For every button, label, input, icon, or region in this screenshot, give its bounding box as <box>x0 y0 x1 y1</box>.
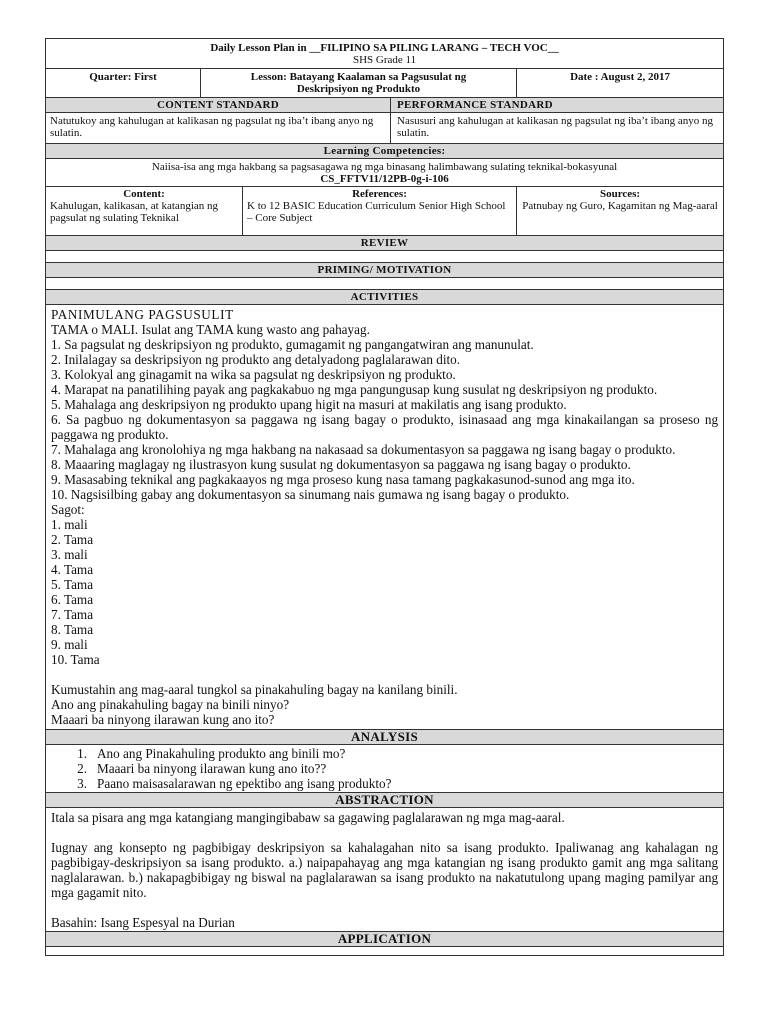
standards-header-row <box>46 98 724 113</box>
activities-instruction: TAMA o MALI. Isulat ang TAMA kung wasto ang pahayag. <box>51 322 370 337</box>
quiz-item: 8. Maaaring maglagay ng ilustrasyon kung susulat ng dokumentasyon sa paggawa ng isang bagay o produkto. <box>51 457 631 472</box>
sources-label: Sources: <box>599 188 641 200</box>
closing-line: Maaari ba ninyong ilarawan kung ano ito? <box>51 712 275 727</box>
activities-section-header: ACTIVITIES <box>46 290 724 305</box>
competency-text: Naiisa-isa ang mga hakbang sa pagsasagawa ng mga binasang halimbawang sulating teknikal-bokasyunal <box>151 161 618 173</box>
content-label: Content: <box>123 188 165 200</box>
priming-section-header: PRIMING/ MOTIVATION <box>46 263 724 278</box>
quiz-item: 2. Inilalagay sa deskripsiyon ng produkto ang detalyadong paglalarawan dito. <box>51 352 461 367</box>
answer-label: Sagot: <box>51 502 85 517</box>
date-cell: Date : August 2, 2017 <box>517 69 724 98</box>
closing-line: Kumustahin ang mag-aaral tungkol sa pinakahuling bagay na kanilang binili. <box>51 682 458 697</box>
lesson-plan-table <box>45 38 724 956</box>
quiz-item: 3. Kolokyal ang ginagamit na wika sa pagsulat ng deskripsiyon ng produkto. <box>51 367 456 382</box>
content-standard-label: CONTENT STANDARD <box>46 98 391 113</box>
lesson-cell: Lesson: Batayang Kaalaman sa Pagsusulat ng Deskripsiyon ng Produkto <box>201 69 517 98</box>
priming-blank <box>46 278 724 290</box>
quarter-cell: Quarter: First <box>46 69 201 98</box>
lesson-plan-page <box>45 38 723 956</box>
info-row <box>46 69 724 98</box>
references-cell <box>243 187 517 236</box>
abstraction-section-header: ABSTRACTION <box>46 793 724 808</box>
analysis-item: 3. Paano maisasalarawan ng epektibo ang isang produkto? <box>77 776 392 791</box>
quiz-item: 7. Mahalaga ang kronolohiya ng mga hakbang na nakasaad sa dokumentasyon sa paggawa ng isang bagay o produkto. <box>51 442 676 457</box>
competencies-text-row <box>46 159 724 187</box>
abstraction-body-row <box>46 808 724 932</box>
spacer <box>51 900 718 915</box>
quiz-item: 5. Mahalaga ang deskripsiyon ng produkto upang higit na masuri at makilatis ang isang produkto. <box>51 397 567 412</box>
grade-level: SHS Grade 11 <box>352 54 417 66</box>
references-text: K to 12 BASIC Education Curriculum Senior High School – Core Subject <box>247 200 506 224</box>
abstraction-paragraph: Iugnay ang konsepto ng pagbibigay deskripsiyon sa kahalagahan nito sa isang produkto. Ipaliwanag ang kahalagan ng pagbibigay-deskripsiyon sa isang produkto. a.) naipapahayag ang mga katangian ng isang produkto gamit ang mga salitang naglalarawan. b.) nakapagbibigay ng biswal na paglalarawan sa isang produkto na nakatutulong upang maging pamilyar ang mga gagamit nito. <box>51 840 719 900</box>
answer-item: 1. mali <box>51 517 88 532</box>
answer-item: 10. Tama <box>51 652 100 667</box>
competencies-cell <box>46 159 724 187</box>
spacer <box>51 825 718 840</box>
answer-item: 7. Tama <box>51 607 94 622</box>
abstraction-paragraph: Itala sa pisara ang mga katangiang mangingibabaw sa gagawing paglalarawan ng mga mag-aaral. <box>51 810 565 825</box>
answer-item: 8. Tama <box>51 622 94 637</box>
quiz-item: 4. Marapat na panatilihing payak ang pagkakabuo ng mga pangungusap kung susulat ng deskripsiyon ng produkto. <box>51 382 658 397</box>
analysis-list <box>51 746 718 791</box>
closing-line: Ano ang pinakahuling bagay na binili ninyo? <box>51 697 290 712</box>
content-standard-text: Natutukoy ang kahulugan at kalikasan ng pagsulat ng iba’t ibang anyo ng sulatin. <box>46 113 391 144</box>
standards-text-row <box>46 113 724 144</box>
analysis-section-header: ANALYSIS <box>46 730 724 745</box>
answer-item: 2. Tama <box>51 532 94 547</box>
application-section-header: APPLICATION <box>46 932 724 947</box>
quiz-item: 9. Masasabing teknikal ang pagkakaayos ng mga proseso kung nasa tamang pagkakasunod-sunod ang mga ito. <box>51 472 635 487</box>
analysis-body-row <box>46 745 724 793</box>
review-section-header: REVIEW <box>46 236 724 251</box>
content-cell <box>46 187 243 236</box>
quiz-item: 10. Nagsisilbing gabay ang dokumentasyon sa sinumang nais gumawa ng isang bagay o produkto. <box>51 487 570 502</box>
sources-text: Patnubay ng Guro, Kagamitan ng Mag-aaral <box>522 200 718 212</box>
content-text: Kahulugan, kalikasan, at katangian ng pagsulat ng sulating Teknikal <box>50 200 219 224</box>
answer-item: 6. Tama <box>51 592 94 607</box>
answer-item: 9. mali <box>51 637 88 652</box>
activities-body <box>46 305 724 730</box>
title-row <box>46 39 724 69</box>
references-row <box>46 187 724 236</box>
learning-competencies-label: Learning Competencies: <box>46 144 724 159</box>
answer-item: 3. mali <box>51 547 88 562</box>
competencies-label-row <box>46 144 724 159</box>
analysis-item: 2. Maaari ba ninyong ilarawan kung ano ito?? <box>77 761 327 776</box>
analysis-body <box>46 745 724 793</box>
answer-item: 5. Tama <box>51 577 94 592</box>
competency-code: CS_FFTV11/12PB-0g-i-106 <box>320 173 449 185</box>
abstraction-body <box>46 808 724 932</box>
sources-cell <box>517 187 724 236</box>
quiz-item: 1. Sa pagsulat ng deskripsiyon ng produkto, gumagamit ng pangangatwiran ang manunulat. <box>51 337 534 352</box>
application-blank <box>46 947 724 956</box>
activities-heading: PANIMULANG PAGSUSULIT <box>51 307 234 322</box>
answer-item: 4. Tama <box>51 562 94 577</box>
analysis-item: 1. Ano ang Pinakahuling produkto ang binili mo? <box>77 746 346 761</box>
performance-standard-text: Nasusuri ang kahulugan at kalikasan ng pagsulat ng iba’t ibang anyo ng sulatin. <box>391 113 724 144</box>
references-label: References: <box>352 188 407 200</box>
activities-body-row <box>46 305 724 730</box>
quiz-item: 6. Sa pagbuo ng dokumentasyon sa paggawa ng isang bagay o produkto, isinasaad ang mga kinakailangan sa proseso ng paggawa ng produkto. <box>51 412 719 442</box>
reading-assignment: Basahin: Isang Espesyal na Durian <box>51 915 235 930</box>
document-title: Daily Lesson Plan in __FILIPINO SA PILING LARANG – TECH VOC__ <box>210 42 559 54</box>
performance-standard-label: PERFORMANCE STANDARD <box>391 98 724 113</box>
review-blank <box>46 251 724 263</box>
title-cell <box>46 39 724 69</box>
spacer <box>51 667 718 682</box>
